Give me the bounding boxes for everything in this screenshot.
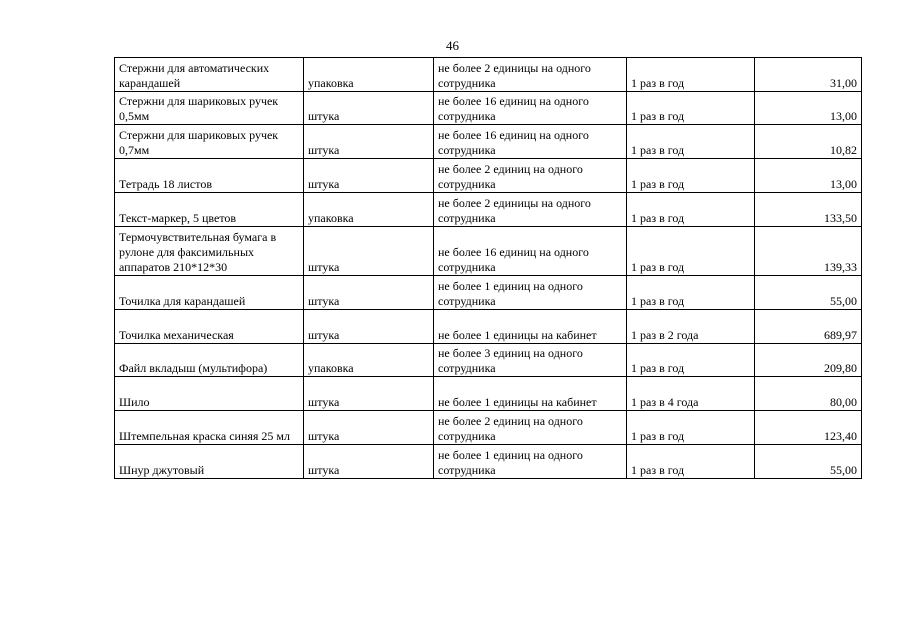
table-row (115, 125, 862, 159)
unit-cell: упаковка (304, 344, 434, 377)
item-name-cell: Точилка механическая (115, 310, 304, 344)
price-cell: 133,50 (755, 193, 862, 227)
period-cell: 1 раз в год (627, 276, 755, 310)
table-row (115, 193, 862, 227)
norm-cell: не более 16 единиц на одного сотрудника (434, 227, 627, 276)
item-name-cell: Штемпельная краска синяя 25 мл (115, 411, 304, 445)
unit-cell: штука (304, 125, 434, 159)
item-name-cell: Стержни для шариковых ручек 0,5мм (115, 92, 304, 125)
item-name-cell: Шнур джутовый (115, 445, 304, 479)
price-cell: 31,00 (755, 58, 862, 92)
table-row (115, 92, 862, 125)
price-cell: 55,00 (755, 276, 862, 310)
item-name-cell: Термочувствительная бумага в рулоне для факсимильных аппаратов 210*12*30 (115, 227, 304, 276)
price-cell: 139,33 (755, 227, 862, 276)
price-cell: 689,97 (755, 310, 862, 344)
norm-cell: не более 1 единиц на одного сотрудника (434, 445, 627, 479)
norm-cell: не более 2 единиц на одного сотрудника (434, 159, 627, 193)
unit-cell: штука (304, 159, 434, 193)
period-cell: 1 раз в 4 года (627, 377, 755, 411)
unit-cell: штука (304, 377, 434, 411)
table-row (115, 276, 862, 310)
item-name-cell: Точилка для карандашей (115, 276, 304, 310)
unit-cell: штука (304, 276, 434, 310)
period-cell: 1 раз в год (627, 58, 755, 92)
price-cell: 10,82 (755, 125, 862, 159)
period-cell: 1 раз в год (627, 227, 755, 276)
unit-cell: упаковка (304, 193, 434, 227)
table-row (115, 344, 862, 377)
period-cell: 1 раз в год (627, 445, 755, 479)
table-row (115, 445, 862, 479)
period-cell: 1 раз в год (627, 344, 755, 377)
norm-cell: не более 1 единиц на одного сотрудника (434, 276, 627, 310)
norm-cell: не более 1 единицы на кабинет (434, 377, 627, 411)
period-cell: 1 раз в год (627, 411, 755, 445)
table-row (115, 227, 862, 276)
period-cell: 1 раз в год (627, 193, 755, 227)
price-cell: 13,00 (755, 92, 862, 125)
price-cell: 55,00 (755, 445, 862, 479)
item-name-cell: Стержни для шариковых ручек 0,7мм (115, 125, 304, 159)
norm-cell: не более 3 единиц на одного сотрудника (434, 344, 627, 377)
page-number: 46 (446, 38, 459, 53)
unit-cell: штука (304, 227, 434, 276)
price-cell: 13,00 (755, 159, 862, 193)
table-row (115, 159, 862, 193)
unit-cell: упаковка (304, 58, 434, 92)
unit-cell: штука (304, 411, 434, 445)
item-name-cell: Стержни для автоматических карандашей (115, 58, 304, 92)
unit-cell: штука (304, 92, 434, 125)
unit-cell: штука (304, 445, 434, 479)
item-name-cell: Тетрадь 18 листов (115, 159, 304, 193)
period-cell: 1 раз в год (627, 159, 755, 193)
item-name-cell: Шило (115, 377, 304, 411)
supply-norms-table (114, 57, 862, 479)
price-cell: 123,40 (755, 411, 862, 445)
norm-cell: не более 2 единицы на одного сотрудника (434, 193, 627, 227)
unit-cell: штука (304, 310, 434, 344)
norm-cell: не более 16 единиц на одного сотрудника (434, 125, 627, 159)
period-cell: 1 раз в год (627, 92, 755, 125)
period-cell: 1 раз в 2 года (627, 310, 755, 344)
table-row (115, 411, 862, 445)
norm-cell: не более 16 единиц на одного сотрудника (434, 92, 627, 125)
norm-cell: не более 2 единицы на одного сотрудника (434, 58, 627, 92)
item-name-cell: Файл вкладыш (мультифора) (115, 344, 304, 377)
period-cell: 1 раз в год (627, 125, 755, 159)
table-row (115, 58, 862, 92)
price-cell: 80,00 (755, 377, 862, 411)
norm-cell: не более 1 единицы на кабинет (434, 310, 627, 344)
price-cell: 209,80 (755, 344, 862, 377)
table-row (115, 310, 862, 344)
table-row (115, 377, 862, 411)
norm-cell: не более 2 единиц на одного сотрудника (434, 411, 627, 445)
item-name-cell: Текст-маркер, 5 цветов (115, 193, 304, 227)
